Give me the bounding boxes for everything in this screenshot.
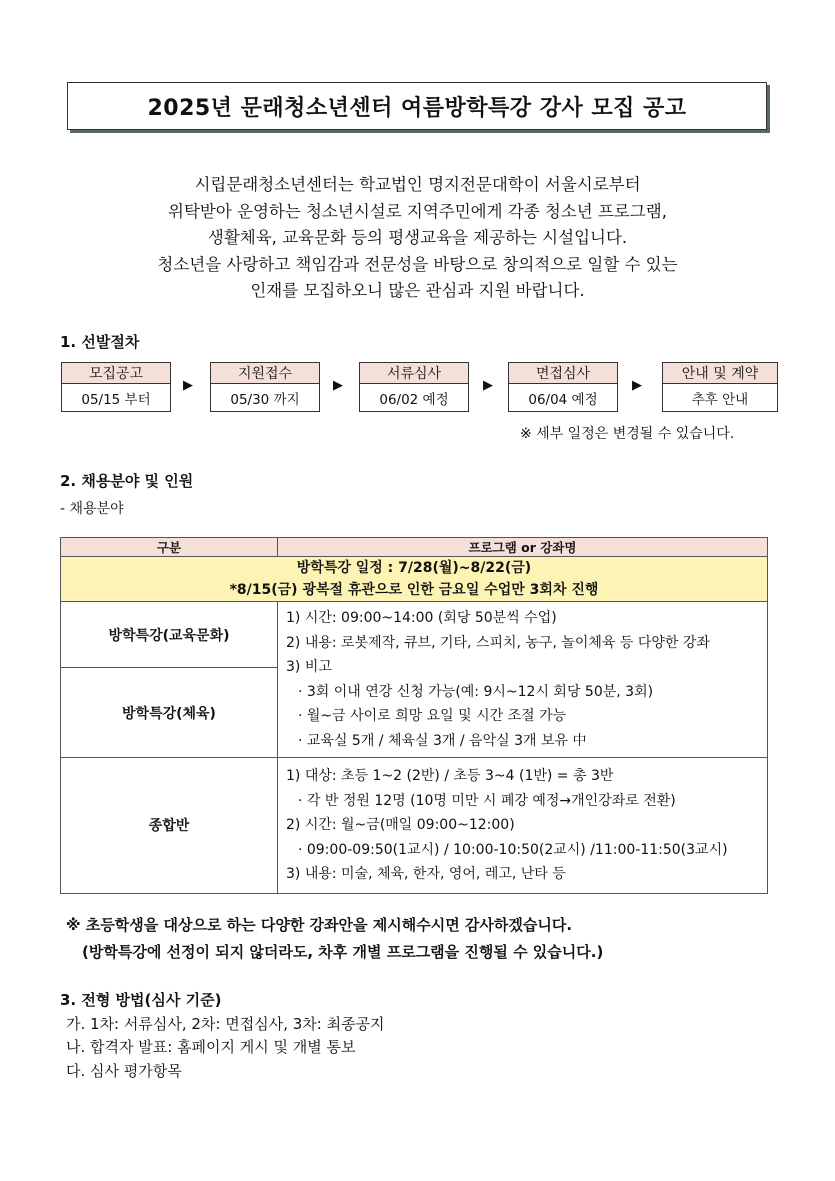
step-contract	[662, 362, 778, 412]
note-line: (방학특강에 선정이 되지 않더라도, 차후 개별 프로그램을 진행될 수 있습니다.)	[82, 943, 604, 961]
schedule-line: 방학특강 일정 : 7/28(월)~8/22(금)	[296, 560, 532, 576]
step-date: 추후 안내	[662, 384, 778, 412]
schedule-note: ※ 세부 일정은 변경될 수 있습니다.	[520, 426, 735, 442]
content-line: 3) 내용: 미술, 체육, 한자, 영어, 레고, 난타 등	[286, 866, 566, 882]
section2-heading: 2. 채용분야 및 인원	[60, 472, 194, 490]
content-line: 1) 시간: 09:00~14:00 (회당 50분씩 수업)	[286, 610, 557, 626]
col-header-program: 프로그램 or 강좌명	[278, 538, 768, 557]
list-item: 나. 합격자 발표: 홈페이지 게시 및 개별 통보	[66, 1038, 356, 1056]
arrow-icon: ▶	[632, 378, 642, 393]
col-header-category: 구분	[61, 538, 278, 557]
list-item: 가. 1차: 서류심사, 2차: 면접심사, 3차: 최종공지	[66, 1014, 385, 1033]
intro-paragraph	[60, 172, 775, 305]
schedule-cell	[61, 557, 768, 602]
intro-line: 생활체육, 교육문화 등의 평생교육을 제공하는 시설입니다.	[207, 228, 628, 247]
schedule-line: *8/15(금) 광복절 휴관으로 인한 금요일 수업만 3회차 진행	[229, 582, 599, 598]
step-recruit	[61, 362, 171, 412]
recruit-table	[60, 537, 768, 894]
content-cell	[278, 758, 768, 894]
intro-line: 위탁받아 운영하는 청소년시설로 지역주민에게 각종 청소년 프로그램,	[168, 201, 667, 221]
page-title-text: 2025년 문래청소년센터 여름방학특강 강사 모집 공고	[147, 95, 687, 121]
content-line: 2) 시간: 월~금(매일 09:00~12:00)	[286, 817, 515, 833]
content-line: 1) 대상: 초등 1~2 (2반) / 초등 3~4 (1반) = 총 3반	[286, 768, 614, 784]
intro-line: 시립문래청소년센터는 학교법인 명지전문대학이 서울시로부터	[194, 175, 641, 194]
content-line: · 3회 이내 연강 신청 가능(예: 9시~12시 회당 50분, 3회)	[298, 683, 654, 700]
step-date: 06/02 예정	[359, 384, 469, 412]
step-label: 지원접수	[210, 362, 320, 384]
step-document-review	[359, 362, 469, 412]
intro-line: 인재를 모집하오니 많은 관심과 지원 바랍니다.	[250, 281, 585, 300]
step-date: 05/15 부터	[61, 384, 171, 412]
section2-subheading: - 채용분야	[60, 501, 124, 517]
step-label: 모집공고	[61, 362, 171, 384]
section3-heading: 3. 전형 방법(심사 기준)	[60, 991, 222, 1009]
category-cell: 방학특강(교육문화)	[61, 602, 278, 668]
section3	[60, 989, 385, 1083]
table-row	[61, 758, 768, 894]
table-row	[61, 602, 768, 668]
step-date: 06/04 예정	[508, 384, 618, 412]
step-date: 05/30 까지	[210, 384, 320, 412]
arrow-icon: ▶	[183, 378, 193, 393]
page-title	[67, 82, 767, 130]
section1-heading: 1. 선발절차	[60, 333, 140, 351]
proposal-note	[66, 912, 603, 966]
arrow-icon: ▶	[333, 378, 343, 393]
category-cell: 방학특강(체육)	[61, 668, 278, 758]
content-line: · 각 반 정원 12명 (10명 미만 시 폐강 예정→개인강좌로 전환)	[298, 792, 676, 809]
content-line: · 09:00-09:50(1교시) / 10:00-10:50(2교시) /11:00-11:50(3교시)	[298, 841, 728, 858]
content-line: · 교육실 5개 / 체육실 3개 / 음악실 3개 보유 中	[298, 732, 587, 749]
step-label: 면접심사	[508, 362, 618, 384]
step-label: 서류심사	[359, 362, 469, 384]
schedule-row	[61, 557, 768, 602]
list-item: 다. 심사 평가항목	[66, 1061, 182, 1080]
content-line: · 월~금 사이로 희망 요일 및 시간 조절 가능	[298, 708, 567, 724]
content-line: 3) 비고	[286, 659, 332, 675]
table-header-row	[61, 538, 768, 557]
step-interview	[508, 362, 618, 412]
category-cell: 종합반	[61, 758, 278, 894]
note-line: ※ 초등학생을 대상으로 하는 다양한 강좌안을 제시해수시면 감사하겠습니다.	[66, 916, 573, 934]
arrow-icon: ▶	[483, 378, 493, 393]
content-cell	[278, 602, 768, 758]
step-label: 안내 및 계약	[662, 362, 778, 384]
content-line: 2) 내용: 로봇제작, 큐브, 기타, 스피치, 농구, 놀이체육 등 다양한 강좌	[286, 634, 710, 651]
step-apply	[210, 362, 320, 412]
intro-line: 청소년을 사랑하고 책임감과 전문성을 바탕으로 창의적으로 일할 수 있는	[157, 254, 678, 274]
